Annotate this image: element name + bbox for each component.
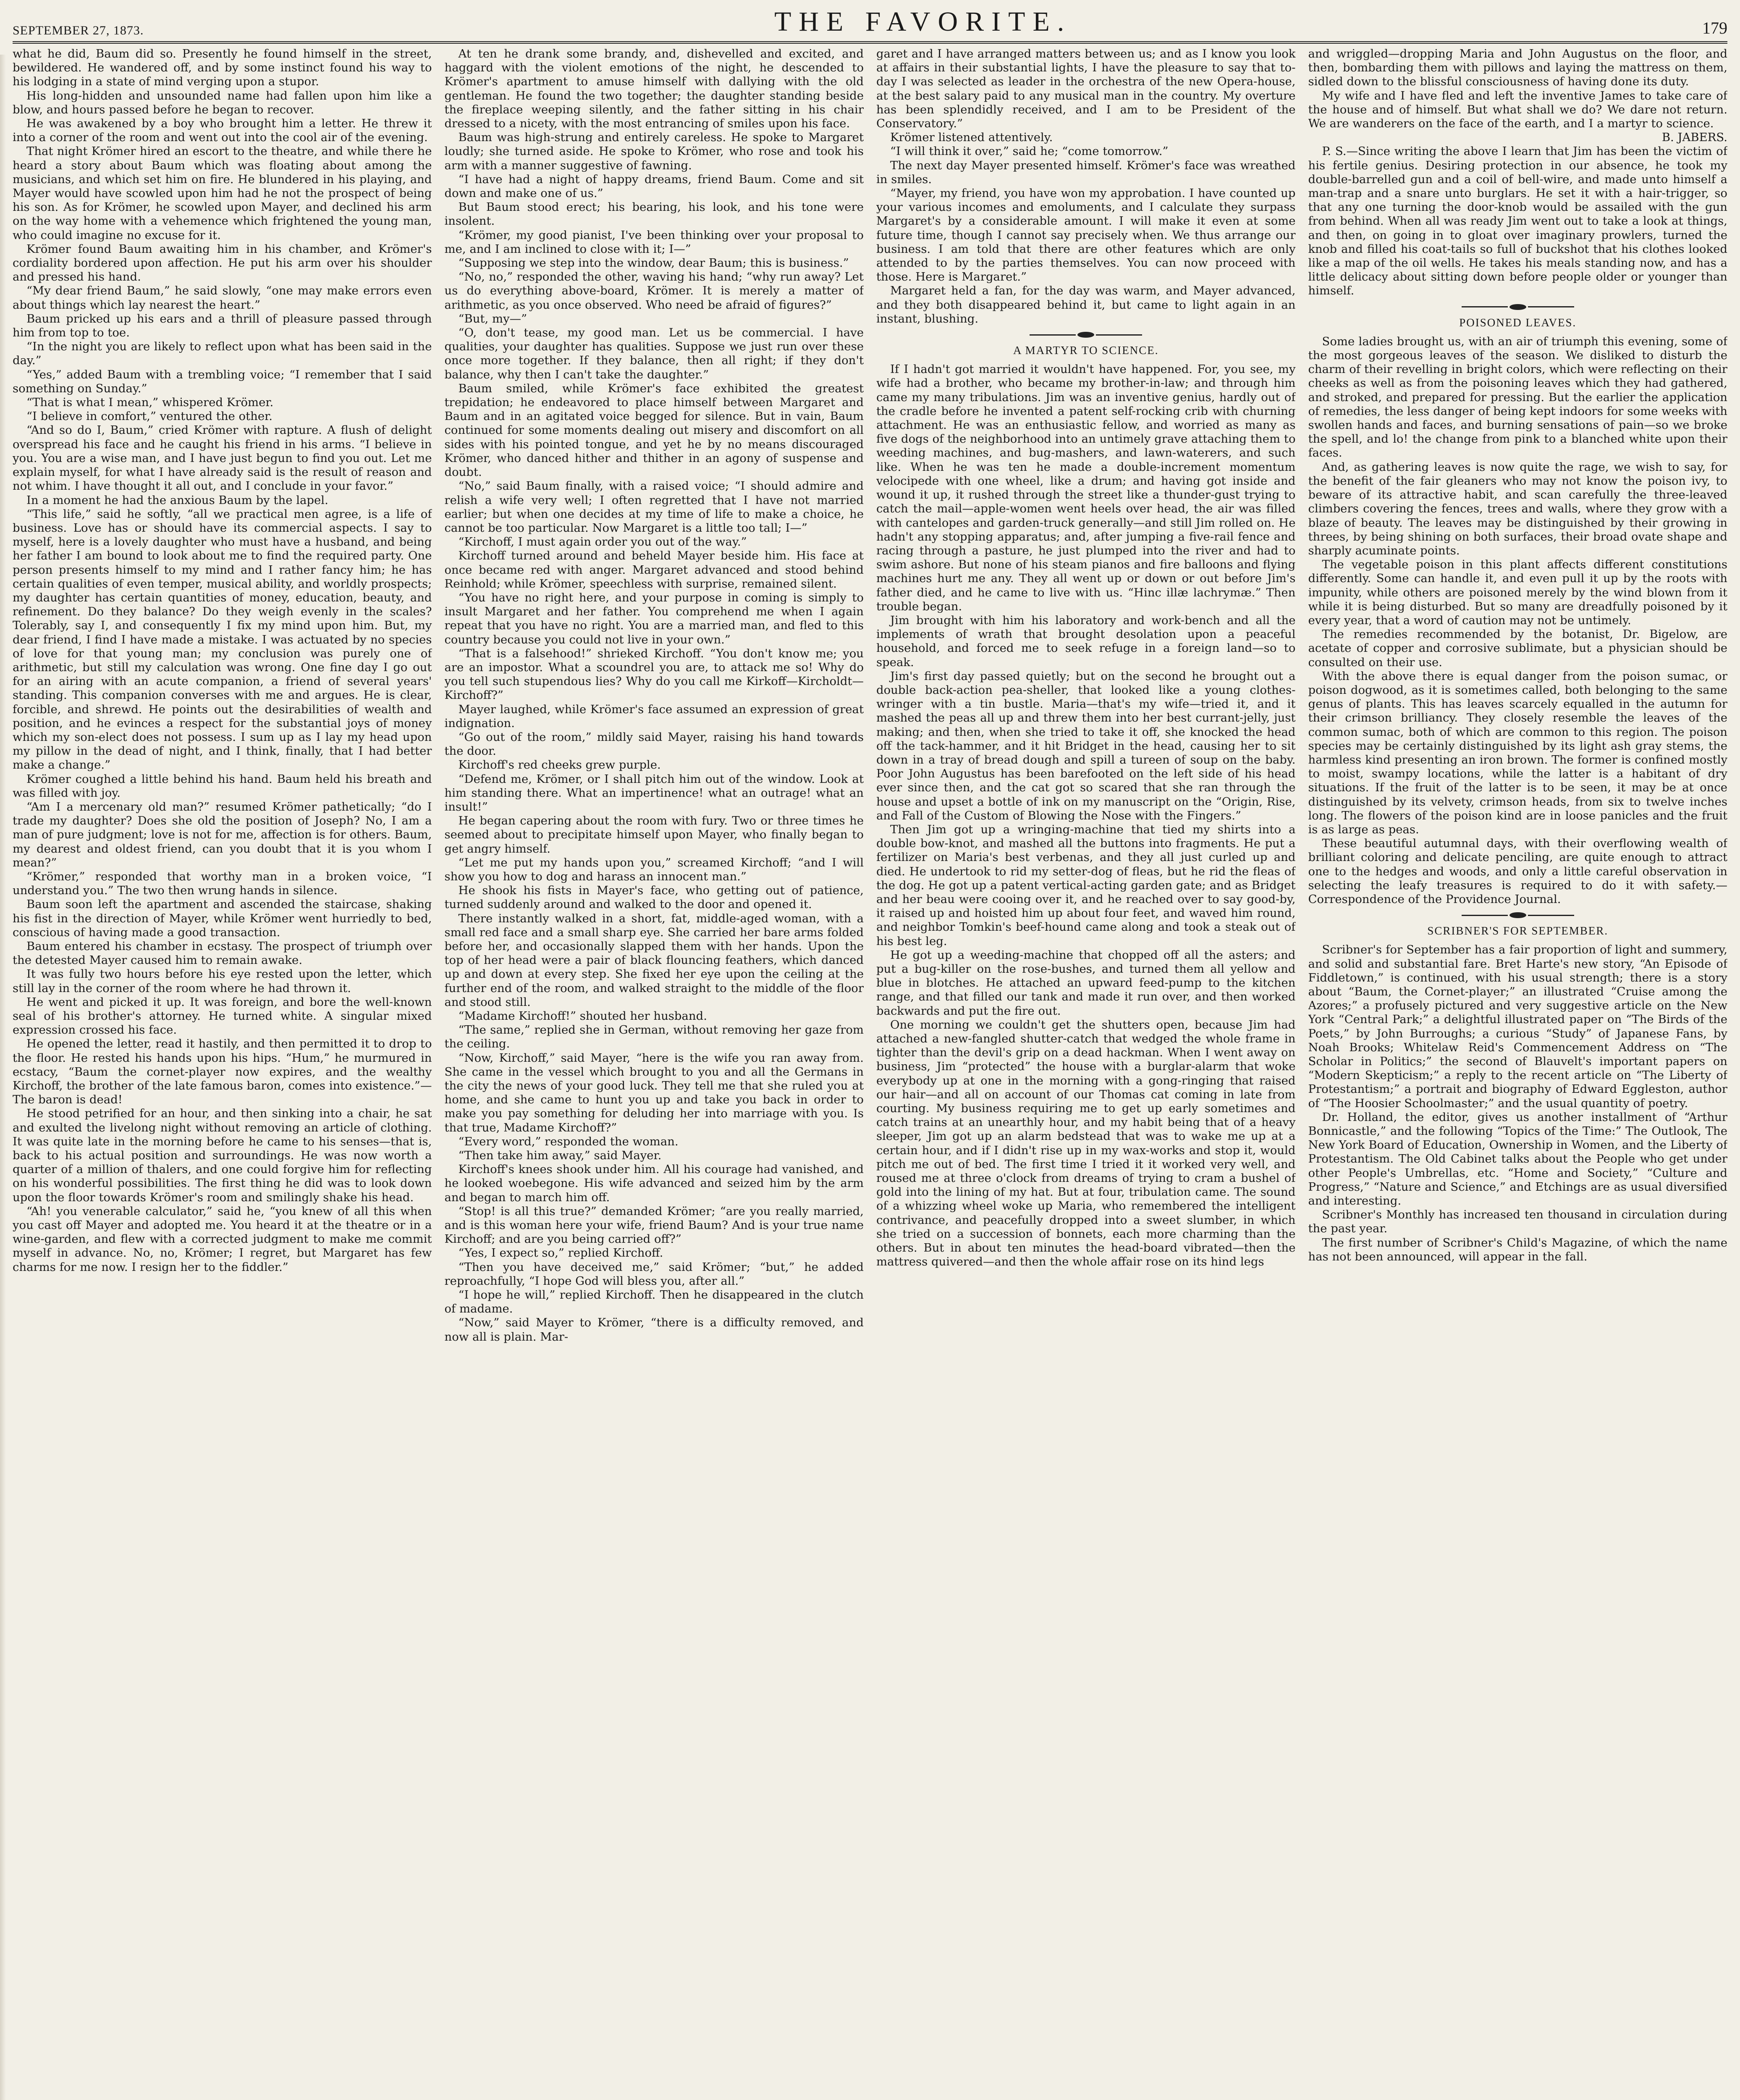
paragraph: He got up a weeding-machine that chopped off all the asters; and put a bug-killer on the rose-bushes, and turned them all yellow and blue in blotches. He attached an upward feed-pump to the kitchen range, and that filled our tank and made it run over, and then worked backwards and put the fire out. xyxy=(876,948,1296,1018)
column-3 xyxy=(876,47,1296,2100)
paragraph: He went and picked it up. It was foreign, and bore the well-known seal of his brother's attorney. He turned white. A singular mixed expression crossed his face. xyxy=(13,995,432,1037)
paragraph: Kirchoff's knees shook under him. All his courage had vanished, and he looked woebegone. His wife advanced and seized him by the arm and began to march him off. xyxy=(444,1163,864,1204)
paragraph: It was fully two hours before his eye rested upon the letter, which still lay in the corner of the room where he had thrown it. xyxy=(13,967,432,995)
author-signature: B. JABERS. xyxy=(1661,131,1727,144)
paragraph: Baum was high-strung and entirely careless. He spoke to Margaret loudly; she turned aside. He spoke to Krömer, who rose and took his arm with a manner suggestive of fawning. xyxy=(444,131,864,172)
paragraph: There instantly walked in a short, fat, middle-aged woman, with a small red face and a small sharp eye. She carried her bare arms folded before her, and occasionally slapped them with her hands. Upon the top of her head were a pair of black flouncing feathers, which danced up and down at every step. She fixed her eye upon the ceiling at the further end of the room, and walked straight to the middle of the floor and stood still. xyxy=(444,911,864,1009)
paragraph: Dr. Holland, the editor, gives us another installment of “Arthur Bonnicastle,” and the following “Topics of the Time:” The Outlook, The New York Board of Education, Ownership in Women, and the Liberty of Protestantism. The Old Cabinet talks about the People who get under other People's Umbrellas, etc. “Home and Society,” “Culture and Progress,” “Nature and Science,” and Etchings are as usual diversified and interesting. xyxy=(1308,1110,1727,1208)
paragraph: “But, my—” xyxy=(458,312,527,326)
paragraph: garet and I have arranged matters between us; and as I know you look at affairs in their substantial lights, I have the pleasure to say that to-day I was selected as leader in the orchestra of the new Opera-house, at the best salary paid to any musical man in the country. My overture has been splendidly received, and I am to be President of the Conservatory.” xyxy=(876,47,1296,131)
paragraph: Kirchoff's red cheeks grew purple. xyxy=(458,758,661,772)
paragraph: Scribner's for September has a fair proportion of light and summery, and solid and substantial fare. Bret Harte's new story, “An Episode of Fiddletown,” is continued, with his usual strength; there is a story about “Baum, the Cornet-player;” an illustrated “Cruise among the Azores;” a profusely pictured and very suggestive article on the New York “Central Park;” a delightful illustrated paper on “The Birds of the Poets,” by John Burroughs; a curious “Study” of Japanese Fans, by Noah Brooks; Whitelaw Reid's Commencement Address on “The Scholar in Politics;” the second of Blauvelt's important papers on “Modern Skepticism;” a reply to the recent article on “The Liberty of Protestantism;” a portrait and biography of Edward Eggleston, author of “The Hoosier Schoolmaster;” and the usual quantity of poetry. xyxy=(1308,943,1727,1110)
page-number: 179 xyxy=(1702,18,1727,37)
newspaper-title: THE FAVORITE. xyxy=(774,6,1072,37)
paragraph: “I believe in comfort,” ventured the other. xyxy=(26,410,273,423)
paragraph: “Every word,” responded the woman. xyxy=(458,1134,679,1148)
paragraph: One morning we couldn't get the shutters open, because Jim had attached a new-fangled shutter-catch that wedged the whole frame in tighter than the devil's grip on a dead hackman. When I went away on business, Jim “protected” the house with a burglar-alarm that woke everybody up at one in the morning with a gong-ringing that raised our hair—and all on account of our Thomas cat coming in late from courting. My business requiring me to get up early sometimes and catch trains at an unearthly hour, and my habit being that of a heavy sleeper, Jim got up an alarm bedstead that was to wake me up at a certain hour, and if I didn't rise up in my wax-works and stop it, would pitch me out of bed. The first time I tried it it worked very well, and roused me at three o'clock from dreams of trying to cram a bushel of gold into the lining of my hat. But at four, tribulation came. The sound of a whizzing wheel woke up Maria, who remembered the intelligent contrivance, and peacefully dropped into a sweet slumber, in which she tried on a succession of bonnets, each more charming than the others. But in about ten minutes the head-board vibrated—then the mattress quivered—and then the whole affair rose on its hind legs xyxy=(876,1018,1296,1269)
section-divider-ornament xyxy=(1308,912,1728,918)
page-edge-shadow xyxy=(0,55,6,2100)
paragraph: “And so do I, Baum,” cried Krömer with rapture. A flush of delight overspread his face and he caught his friend in his arms. “I believe in you. You are a wise man, and I have just begun to find you out. Let me explain myself, for what I have already said is the result of reason and not whim. I have thought it all out, and I conclude in your favor.” xyxy=(13,423,432,493)
paragraph: Krömer found Baum awaiting him in his chamber, and Krömer's cordiality bordered upon affection. He put his arm over his shoulder and pressed his hand. xyxy=(13,242,432,284)
section-divider-ornament xyxy=(1308,304,1728,310)
paragraph: “You have no right here, and your purpose in coming is simply to insult Margaret and her father. You comprehend me when I again repeat that you have no right. You are a married man, and fled to this country because you could not live in your own.” xyxy=(444,591,864,646)
article-columns xyxy=(13,47,1727,2100)
paragraph: Krömer coughed a little behind his hand. Baum held his breath and was filled with joy. xyxy=(13,772,432,800)
paragraph: “My dear friend Baum,” he said slowly, “one may make errors even about things which lay nearest the heart.” xyxy=(13,284,432,312)
article-heading: SCRIBNER'S FOR SEPTEMBER. xyxy=(1427,924,1609,937)
paragraph: He was awakened by a boy who brought him a letter. He threw it into a corner of the room and went out into the cool air of the evening. xyxy=(13,117,432,144)
paragraph: If I hadn't got married it wouldn't have happened. For, you see, my wife had a brother, who became my brother-in-law; and through him came my many tribulations. Jim was an inventive genius, hardly out of the cradle before he invented a patent self-rocking crib with churning attachment. He was an enthusiastic fellow, and worried as many as five dogs of the neighborhood into an untimely grave attaching them to weeding machines, and bug-mashers, and lawn-waterers, and such like. When he was ten he made a double-increment momentum velocipede with one wheel, like a drum; and having got inside and wound it up, it rushed through the street like a thunder-gust trying to catch the mail—apple-women went heels over head, the air was filled with cantelopes and garden-truck generally—and still Jim rolled on. He hadn't any stopping apparatus; and, after jumping a five-rail fence and racing through a pasture, he just plumped into the river and had to swim ashore. But none of his steam pianos and fire balloons and flying machines hurt me any. They all went up or down or out before Jim's father died, and he came to live with us. “Hinc illæ lachrymæ.” Then trouble began. xyxy=(876,362,1296,613)
paragraph: “I hope he will,” replied Kirchoff. Then he disappeared in the clutch of madame. xyxy=(444,1288,864,1316)
paragraph: “Go out of the room,” mildly said Mayer, raising his hand towards the door. xyxy=(444,730,864,758)
issue-date: SEPTEMBER 27, 1873. xyxy=(13,24,144,37)
paragraph: That night Krömer hired an escort to the theatre, and while there he heard a story about Baum which was floating about among the musicians, and which set him on fire. He blundered in his playing, and Mayer would have scowled upon him had he not the prospect of being his son. As for Krömer, he scowled upon Mayer, and declined his arm on the way home with a vehemence which frightened the young man, who could imagine no excuse for it. xyxy=(13,144,432,242)
paragraph: But Baum stood erect; his bearing, his look, and his tone were insolent. xyxy=(444,200,864,228)
paragraph: “That is what I mean,” whispered Krömer. xyxy=(26,396,274,410)
paragraph: My wife and I have fled and left the inventive James to take care of the house and of himself. But what shall we do? We dare not return. We are wanderers on the face of the earth, and I a martyr to science. xyxy=(1308,89,1727,131)
paragraph: Kirchoff turned around and beheld Mayer beside him. His face at once became red with anger. Margaret advanced and stood behind Reinhold; while Krömer, speechless with surprise, remained silent. xyxy=(444,549,864,591)
paragraph: “In the night you are likely to reflect upon what has been said in the day.” xyxy=(13,340,432,368)
paragraph: “Now,” said Mayer to Krömer, “there is a difficulty removed, and now all is plain. Mar- xyxy=(444,1316,864,1344)
paragraph: “Ah! you venerable calculator,” said he, “you knew of all this when you cast off Mayer and adopted me. You heard it at the theatre or in a wine-garden, and flew with a corrected judgment to make me commit myself in advance. No, no, Krömer; I regret, but Margaret has few charms for me now. I resign her to the fiddler.” xyxy=(13,1204,432,1274)
paragraph: “Stop! is all this true?” demanded Krömer; “are you really married, and is this woman here your wife, friend Baum? And is your true name Kirchoff; and are you being carried off?” xyxy=(444,1204,864,1246)
paragraph: what he did, Baum did so. Presently he found himself in the street, bewildered. He wandered off, and by some instinct found his way to his lodging in a state of mind verging upon a stupor. xyxy=(13,47,432,89)
paragraph: “Let me put my hands upon you,” screamed Kirchoff; “and I will show you how to dog and harass an innocent man.” xyxy=(444,856,864,883)
paragraph: “Then you have deceived me,” said Krömer; “but,” he added reproachfully, “I hope God will bless you, after all.” xyxy=(444,1260,864,1288)
paragraph: Jim brought with him his laboratory and work-bench and all the implements of wrath that brought desolation upon a peaceful household, and forced me to seek refuge in a foreign land—so to speak. xyxy=(876,613,1296,669)
paragraph: He opened the letter, read it hastily, and then permitted it to drop to the floor. He rested his hands upon his hips. “Hum,” he murmured in ecstacy, “Baum the cornet-player now expires, and the wealthy Kirchoff, the brother of the late famous baron, comes into existence.”—The baron is dead! xyxy=(13,1037,432,1107)
paragraph: At ten he drank some brandy, and, dishevelled and excited, and haggard with the violent emotions of the night, he descended to Krömer's apartment to amuse himself with dallying with the old gentleman. He found the two together; the daughter standing beside the fireplace weeping silently, and the father sitting in his chair dressed to a nicety, with the most entrancing of smiles upon his face. xyxy=(444,47,864,131)
paragraph: “I have had a night of happy dreams, friend Baum. Come and sit down and make one of us.” xyxy=(444,172,864,200)
paragraph: “I will think it over,” said he; “come tomorrow.” xyxy=(890,144,1169,158)
paragraph: Then Jim got up a wringing-machine that tied my shirts into a double bow-knot, and mashed all the buttons into fragments. He put a fertilizer on Maria's best verbenas, and they all just curled up and died. He undertook to rid my setter-dog of fleas, but he rid the fleas of the dog. He got up a patent vertical-acting garden gate; and as Bridget and her beau were cooing over it, and he reached over to say good-by, it raised up and hoisted him up about four feet, and waved him round, and neighbor Tomkin's beef-hound came along and took a steak out of his best leg. xyxy=(876,822,1296,948)
paragraph: “No,” said Baum finally, with a raised voice; “I should admire and relish a wife very well; I often regretted that I have not married earlier; but when one decides at my time of life to make a choice, he cannot be too particular. Now Margaret is a little too tall; I—” xyxy=(444,479,864,535)
paragraph: “Defend me, Krömer, or I shall pitch him out of the window. Look at him standing there. What an impertinence! what an outrage! what an insult!” xyxy=(444,772,864,814)
paragraph: “No, no,” responded the other, waving his hand; “why run away? Let us do everything above-board, Krömer. It is merely a matter of arithmetic, as you once observed. Who need be afraid of figures?” xyxy=(444,270,864,312)
paragraph: “Yes, I expect so,” replied Kirchoff. xyxy=(458,1246,663,1260)
paragraph: The remedies recommended by the botanist, Dr. Bigelow, are acetate of copper and corrosive sublimate, but a physician should be consulted on their use. xyxy=(1308,627,1727,669)
paragraph: He began capering about the room with fury. Two or three times he seemed about to precipitate himself upon Mayer, who finally began to get angry himself. xyxy=(444,814,864,856)
column-4 xyxy=(1308,47,1728,2100)
column-1 xyxy=(13,47,432,2100)
paragraph: With the above there is equal danger from the poison sumac, or poison dogwood, as it is sometimes called, both belonging to the same genus of plants. This has leaves scarcely equalled in the autumn for their crimson brilliancy. They closely resemble the leaves of the common sumac, both of which are common to this region. The poison species may be certainly distinguished by its light ash gray stems, the harmless kind presenting an iron brown. The former is confined mostly to moist, swampy locations, while the latter is a habitant of dry situations. If the fruit of the latter is to be seen, it may be at once distinguished by its velvety, crimson heads, from six to twelve inches long. The flowers of the poison kind are in loose panicles and the fruit is as large as peas. xyxy=(1308,669,1727,836)
paragraph: “O, don't tease, my good man. Let us be commercial. I have qualities, your daughter has qualities. Suppose we just run over these once more together. If they balance, then all right; if they don't balance, why then I can't take the daughter.” xyxy=(444,326,864,381)
paragraph: Jim's first day passed quietly; but on the second he brought out a double back-action pea-sheller, that looked like a young clothes-wringer with a tin bustle. Maria—that's my wife—tried it, and it mashed the peas all up and threw them into her best currant-jelly, just making; and then, when she tried to take it off, she knocked the head off the tack-hammer, and it hit Bridget in the head, causing her to sit down in a tray of bread dough and spill a tureen of soup on the baby. Poor John Augustus has been barefooted on the left side of his head ever since then, and the cat got so scared that she ran through the house and upset a bottle of ink on my manuscript on the “Origin, Rise, and Fall of the Custom of Blowing the Nose with the Fingers.” xyxy=(876,669,1296,822)
paragraph: and wriggled—dropping Maria and John Augustus on the floor, and then, bombarding them with pillows and laying the mattress on them, sidled down to the blissful consciousness of having done its duty. xyxy=(1308,47,1727,89)
paragraph: “Supposing we step into the window, dear Baum; this is business.” xyxy=(458,256,849,270)
paragraph: Some ladies brought us, with an air of triumph this evening, some of the most gorgeous leaves of the season. We disliked to disturb the charm of their revelling in bright colors, which were reflecting on their cheeks as well as from the poisoning leaves which they had gathered, and stroked, and prepared for pressing. But the earlier the application of remedies, the less danger of being kept indoors for some weeks with swollen hands and faces, and burning sensations of pain—so we broke the spell, and lo! the change from pink to a blanched white upon their faces. xyxy=(1308,334,1727,460)
paragraph: His long-hidden and unsounded name had fallen upon him like a blow, and hours passed before he began to recover. xyxy=(13,89,432,116)
article-heading: A MARTYR TO SCIENCE. xyxy=(1013,344,1159,357)
paragraph: “This life,” said he softly, “all we practical men agree, is a life of business. Love has or should have its commercial aspects. I say to myself, here is a lovely daughter who must have a husband, and being her father I am bound to look about me to find the required party. One person presents himself to my mind and I rather fancy him; he has certain qualities of even temper, musical ability, and worldly prospects; my daughter has certain quantities of money, education, beauty, and refinement. Do they balance? Do they weigh evenly in the scales? Tolerably, say I, and consequently I fix my mind upon him. But, my dear friend, I find I have made a mistake. I was actuated by no species of love for that young man; my conclusion was purely one of arithmetic, but still my calculation was wrong. One fine day I go out for an airing with an acute companion, a friend of several years' standing. This companion converses with me and argues. He is clear, forcible, and shrewd. He points out the desirabilities of wealth and position, and he evinces a respect for the substantial joys of money which my son-elect does not possess. I sum up as I lay my head upon my pillow in the dead of night, and I think, finally, that I had better make a change.” xyxy=(13,507,432,772)
paragraph: Mayer laughed, while Krömer's face assumed an expression of great indignation. xyxy=(444,702,864,730)
paragraph: “The same,” replied she in German, without removing her gaze from the ceiling. xyxy=(444,1023,864,1051)
paragraph: The vegetable poison in this plant affects different constitutions differently. Some can handle it, and even pull it up by the roots with impunity, while others are poisoned merely by the wind blown from it while it is being disturbed. But so many are dreadfully poisoned by it every year, that a word of caution may not be untimely. xyxy=(1308,558,1727,627)
paragraph: “Krömer,” responded that worthy man in a broken voice, “I understand you.” The two then wrung hands in silence. xyxy=(13,869,432,898)
paragraph: He stood petrified for an hour, and then sinking into a chair, he sat and exulted the livelong night without removing an article of clothing. It was quite late in the morning before he came to his senses—that is, back to his actual position and surroundings. He was now worth a quarter of a million of thalers, and one could forgive him for reflecting on his wonderful possibilities. The first thing he did was to look down upon the floor towards Krömer's room and smilingly shake his head. xyxy=(13,1107,432,1204)
paragraph: He shook his fists in Mayer's face, who getting out of patience, turned suddenly around and walked to the door and opened it. xyxy=(444,884,864,911)
paragraph: Scribner's Monthly has increased ten thousand in circulation during the past year. xyxy=(1308,1208,1727,1236)
paragraph: “That is a falsehood!” shrieked Kirchoff. “You don't know me; you are an impostor. What a scoundrel you are, to attack me so! Why do you tell such stupendous lies? Why do you call me Kirkoff—Kircholdt—Kirchoff?” xyxy=(444,646,864,702)
paragraph: “Kirchoff, I must again order you out of the way.” xyxy=(458,535,747,549)
paragraph: Baum smiled, while Krömer's face exhibited the greatest trepidation; he endeavored to place himself between Margaret and Baum and in an agitated voice begged for silence. But in vain, Baum continued for some moments dealing out misery and discomfort on all sides with his pointed tongue, and yet he by no means discouraged Krömer, who danced hither and thither in an agony of suspense and doubt. xyxy=(444,381,864,479)
paragraph: Baum soon left the apartment and ascended the staircase, shaking his fist in the direction of Mayer, while Krömer went hurriedly to bed, conscious of having made a good transaction. xyxy=(13,898,432,939)
paragraph: Baum pricked up his ears and a thrill of pleasure passed through him from top to toe. xyxy=(13,312,432,340)
paragraph: “Then take him away,” said Mayer. xyxy=(458,1149,662,1163)
paragraph: “Now, Kirchoff,” said Mayer, “here is the wife you ran away from. She came in the vessel which brought to you and all the Germans in the city the news of your good luck. They tell me that she ruled you at home, and she came to hunt you up and take you back in order to make you pay something for deluding her into marriage with you. Is that true, Madame Kirchoff?” xyxy=(444,1051,864,1134)
paragraph: Baum entered his chamber in ecstasy. The prospect of triumph over the detested Mayer caused him to remain awake. xyxy=(13,940,432,967)
column-2 xyxy=(445,47,864,2100)
masthead xyxy=(13,8,1727,44)
paragraph: “Krömer, my good pianist, I've been thinking over your proposal to me, and I am inclined to close with it; I—” xyxy=(444,228,864,256)
paragraph: The next day Mayer presented himself. Krömer's face was wreathed in smiles. xyxy=(876,158,1296,186)
paragraph: “Am I a mercenary old man?” resumed Krömer pathetically; “do I trade my daughter? Does she old the position of Joseph? No, I am a man of pure judgment; love is not for me, affection is for others. Baum, my dearest and oldest friend, can you doubt that it is you whom I mean?” xyxy=(13,800,432,869)
paragraph: The first number of Scribner's Child's Magazine, of which the name has not been announced, will appear in the fall. xyxy=(1308,1236,1727,1263)
article-heading: POISONED LEAVES. xyxy=(1459,316,1577,329)
paragraph: Margaret held a fan, for the day was warm, and Mayer advanced, and they both disappeared behind it, but came to light again in an instant, blushing. xyxy=(876,284,1296,326)
section-divider-ornament xyxy=(876,332,1296,338)
paragraph: “Madame Kirchoff!” shouted her husband. xyxy=(458,1009,707,1023)
paragraph: And, as gathering leaves is now quite the rage, we wish to say, for the benefit of the fair gleaners who may not know the poison ivy, to beware of its attractive habit, and scan carefully the three-leaved climbers covering the fences, trees and walls, where they grow with a blaze of beauty. The leaves may be distinguished by their growing in threes, by being shining on both surfaces, their broad ovate shape and sharply acuminate points. xyxy=(1308,460,1727,557)
paragraph: These beautiful autumnal days, with their overflowing wealth of brilliant coloring and delicate penciling, are quite enough to attract one to the hedges and woods, and only a little careful observation in selecting the leafy treasures is required to do it with safety.—Correspondence of the Providence Journal. xyxy=(1308,837,1727,906)
paragraph: P. S.—Since writing the above I learn that Jim has been the victim of his fertile genius. Desiring protection in our absence, he took my double-barrelled gun and a coil of bell-wire, and made unto himself a man-trap and a snare unto burglars. He set it with a hair-trigger, so that any one turning the door-knob would be assailed with the gun from behind. When all was ready Jim went out to take a look at things, and then, on going in to gloat over imaginary prowlers, turned the knob and filled his coat-tails so full of buckshot that his clothes looked like a map of the oil wells. He takes his meals standing now, and has a little delicacy about sitting down before people older or younger than himself. xyxy=(1308,144,1727,298)
paragraph: In a moment he had the anxious Baum by the lapel. xyxy=(26,493,328,507)
paragraph: “Mayer, my friend, you have won my approbation. I have counted up your various incomes and emoluments, and I calculate they surpass Margaret's by a considerable amount. I will make it even at some future time, though I cannot say precisely when. We thus arrange our business. I am told that there are other features which are only attended to by the parties themselves. You can now proceed with those. Here is Margaret.” xyxy=(876,186,1296,284)
paragraph: “Yes,” added Baum with a trembling voice; “I remember that I said something on Sunday.” xyxy=(13,368,432,395)
paragraph: Krömer listened attentively. xyxy=(890,131,1053,144)
